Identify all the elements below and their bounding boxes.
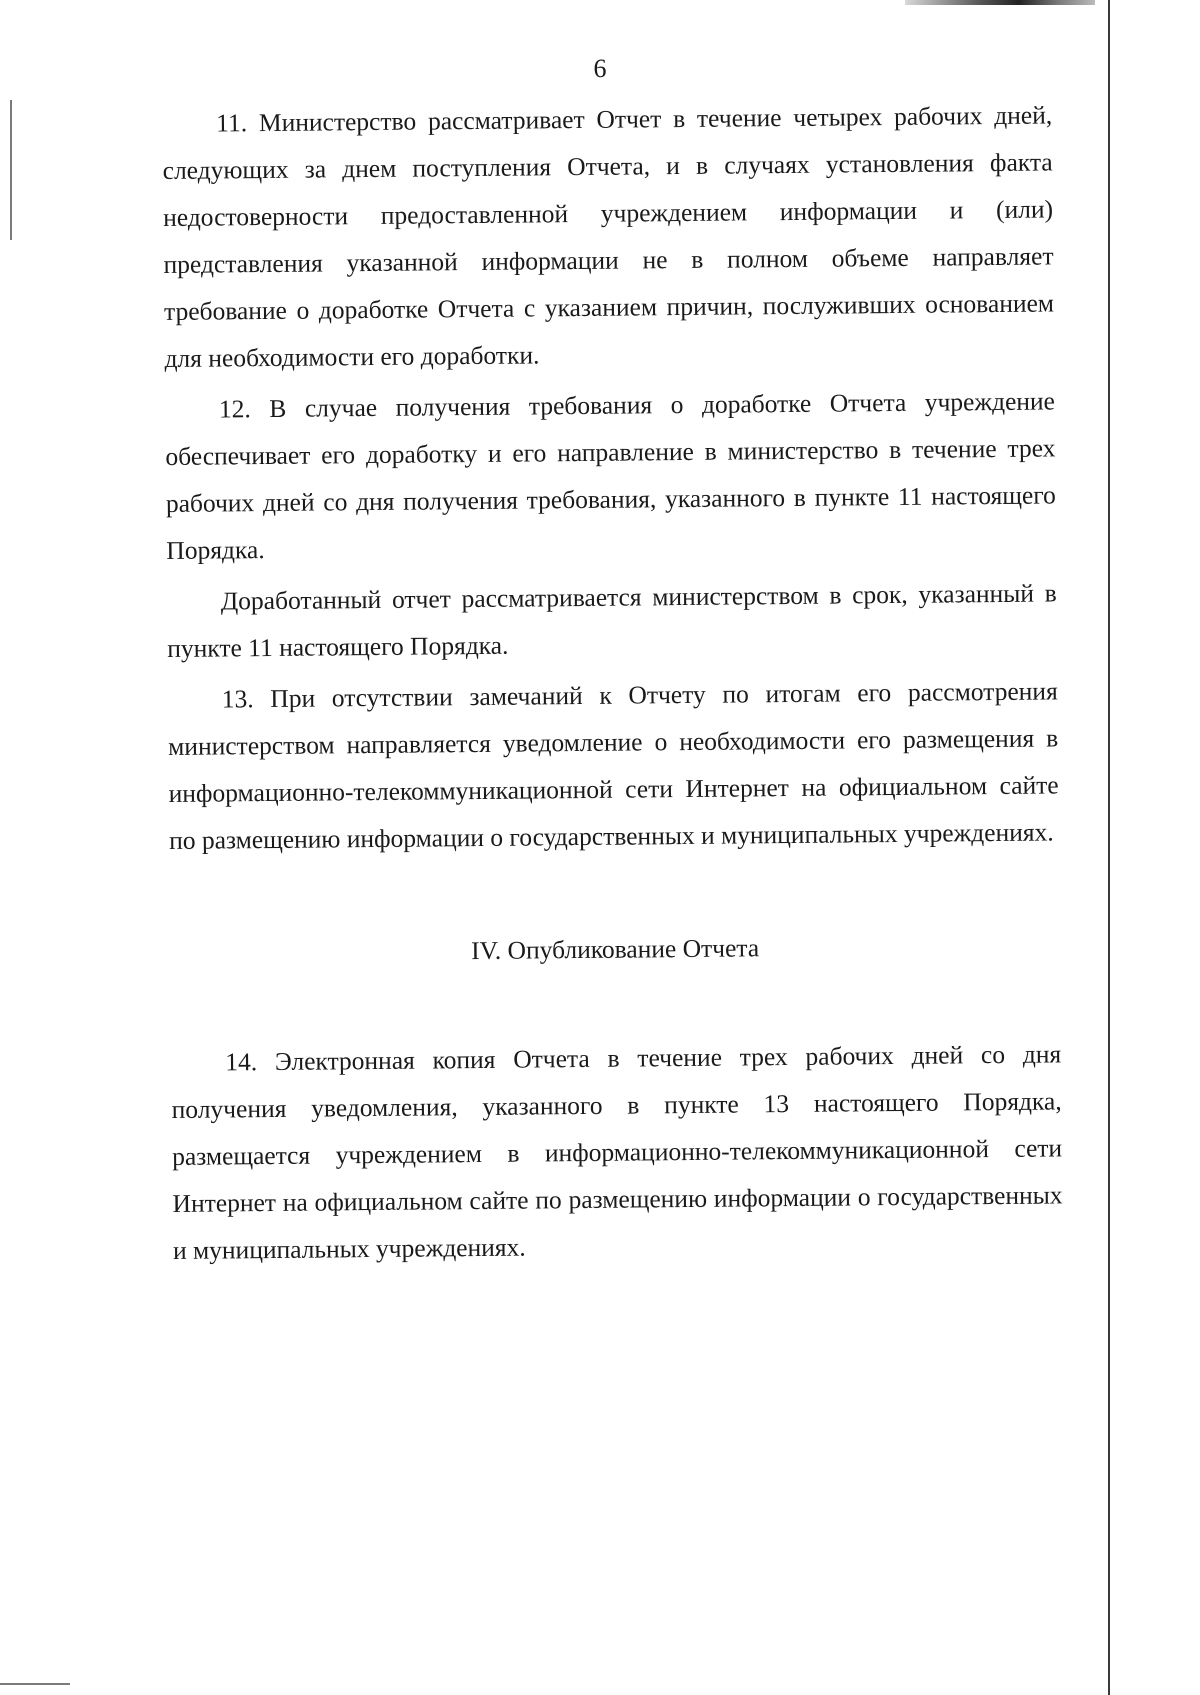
paragraph-11: 11. Министерство рассматривает Отчет в течение четырех рабочих дней, следующих за днем поступления Отчета, и в случаях установления факта недостоверности предоставленной учреждением информации и (или) представления указанной информации не в полном объеме направляет требование о доработке Отчета с указанием причин, послуживших основанием для необходимости его доработки. <box>162 100 1055 373</box>
paragraph-13: 13. При отсутствии замечаний к Отчету по итогам его рассмотрения министерством направляется уведомление о необходимости его размещения в информационно-телекоммуникационной сети Интернет на официальном сайте по размещению информации о государственных и муниципальных учреждениях. <box>168 676 1059 855</box>
scan-artifact-top <box>905 0 1095 5</box>
paragraph-12-continued: Доработанный отчет рассматривается министерством в срок, указанный в пункте 11 настоящего Порядка. <box>167 578 1057 663</box>
section-heading: IV. Опубликование Отчета <box>471 933 760 966</box>
document-body <box>162 91 1063 1273</box>
page-number: 6 <box>593 54 607 83</box>
scan-artifact-left <box>10 100 12 240</box>
paragraph-12: 12. В случае получения требования о доработке Отчета учреждение обеспечивает его доработку и его направление в министерство в течение трех рабочих дней со дня получения требования, указанного в пункте 11 настоящего Порядка. <box>165 386 1056 565</box>
scan-margin-line <box>1108 0 1110 1695</box>
scan-artifact-bottom <box>0 1683 70 1685</box>
paragraph-14: 14. Электронная копия Отчета в течение трех рабочих дней со дня получения уведомления, указанного в пункте 13 настоящего Порядка, размещается учреждением в информационно-телекоммуникационной сети Интернет на официальном сайте по размещению информации о государственных и муниципальных учреждениях. <box>171 1039 1063 1265</box>
